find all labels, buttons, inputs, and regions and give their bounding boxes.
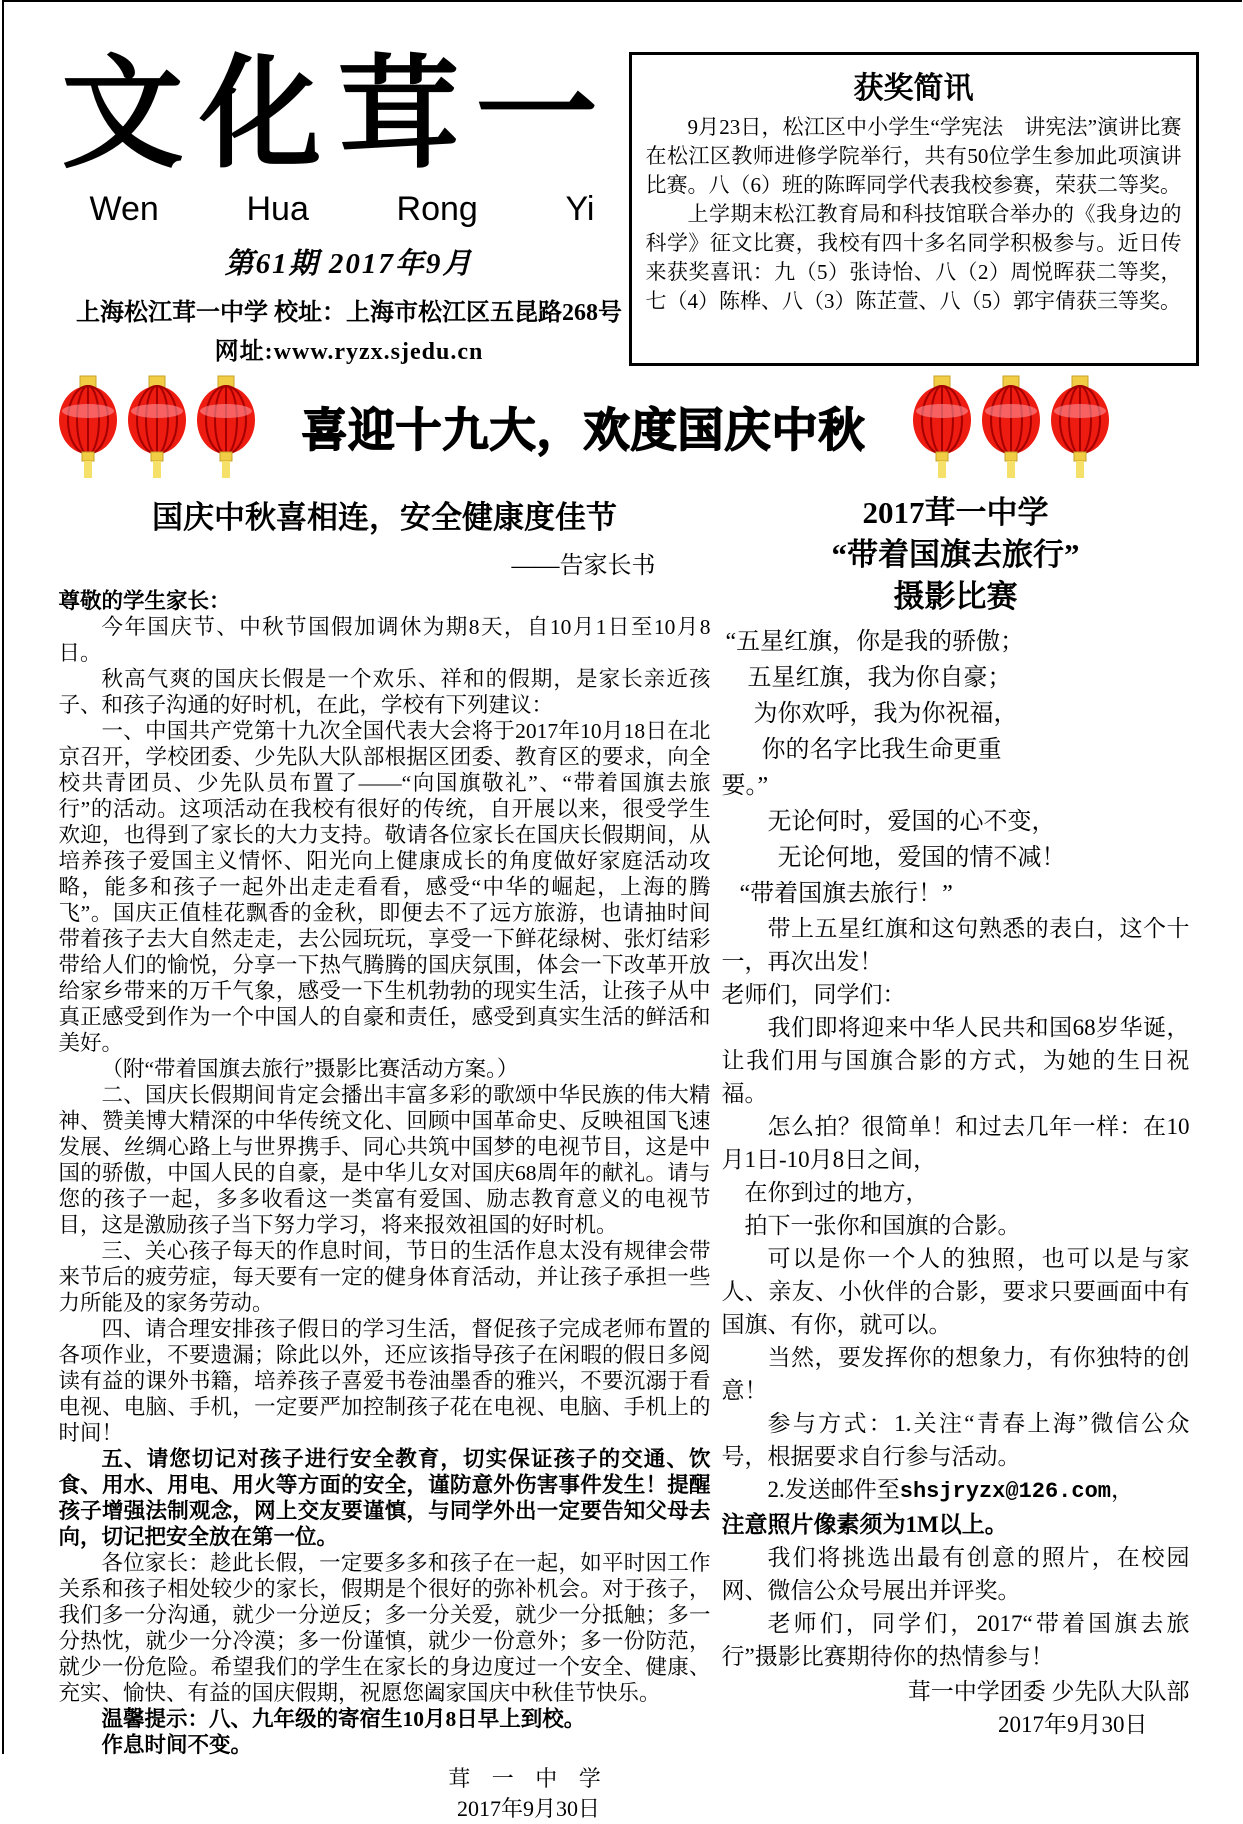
masthead	[62, 46, 637, 366]
pinyin-word: Yi	[566, 190, 595, 229]
festival-banner	[4, 370, 1243, 484]
lantern-group-left	[56, 375, 258, 479]
contest-paragraph: 带上五星红旗和这句熟悉的表白，这个十一，再次出发！	[722, 912, 1190, 978]
lantern-icon	[1048, 375, 1112, 479]
contest-article	[722, 492, 1190, 1741]
letter-paragraph: 二、国庆长假期间肯定会播出丰富多彩的歌颂中华民族的伟大精神、赞美博大精深的中华传统文化、回顾中国革命史、反映祖国飞速发展、丝绸心路上与世界携手、同心共筑中国梦的电视节目，这是中国的骄傲，中国人民的自豪，是中华儿女对国庆68周年的献礼。请与您的孩子一起，多多收看这一类富有爱国、励志教育意义的电视节目，这是激励孩子当下努力学习，将来报效祖国的好时机。	[59, 1082, 711, 1238]
contest-paragraph: 在你到过的地方，	[722, 1176, 1190, 1209]
letter-paragraph: 一、中国共产党第十九次全国代表大会将于2017年10月18日在北京召开，学校团委、少先队大队部根据区团委、教育区的要求，向全校共青团员、少先队员布置了——“向国旗敬礼”、“带着国旗去旅行”的活动。这项活动在我校有很好的传统，自开展以来，很受学生欢迎，也得到了家长的大力支持。敬请各位家长在国庆长假期间，从培养孩子爱国主义情怀、阳光向上健康成长的角度做好家庭活动攻略，能多和孩子一起外出走走看看，感受“中华的崛起，上海的腾飞”。国庆正值桂花飘香的金秋，即便去不了远方旅游，也请抽时间带着孩子去大自然走走，去公园玩玩，享受一下鲜花绿树、张灯结彩带给人们的愉悦，分享一下热气腾腾的国庆氛围，体会一下改革开放给家乡带来的万千气象，感受一下生机勃勃的现实生活，让孩子从中真正感受到作为一个中国人的自豪和责任，感受到真实生活的鲜活和美好。	[59, 718, 711, 1056]
lantern-icon	[979, 375, 1043, 479]
contest-paragraph: 可以是你一个人的独照，也可以是与家人、亲友、小伙伴的合影，要求只要画面中有国旗、有你，就可以。	[722, 1242, 1190, 1341]
letter-signature-date: 2017年9月30日	[359, 1794, 699, 1824]
letter-body	[59, 614, 711, 1758]
contest-photo-note: 注意照片像素须为1M以上。	[722, 1508, 1190, 1541]
slogan-line: 无论何地，爱国的情不减！	[722, 840, 1190, 876]
contest-title-line: “带着国旗去旅行”	[722, 534, 1190, 576]
contest-signature-date: 2017年9月30日	[722, 1708, 1190, 1741]
letter-signature-name: 茸 一 中 学	[359, 1764, 699, 1794]
pinyin-word: Wen	[90, 190, 159, 229]
letter-subtitle: ——告家长书	[59, 545, 711, 580]
patriotic-slogan	[722, 804, 1190, 912]
flag-poem	[722, 624, 1190, 804]
lantern-icon	[910, 375, 974, 479]
slogan-line: “带着国旗去旅行！”	[722, 876, 1190, 912]
letter-signature	[359, 1764, 699, 1824]
contest-paragraph: 参与方式：1.关注“青春上海”微信公众号，根据要求自行参与活动。	[722, 1407, 1190, 1473]
poem-line: “五星红旗，你是我的骄傲；	[722, 624, 1190, 660]
letter-title: 国庆中秋喜相连，安全健康度佳节	[59, 492, 711, 537]
letter-paragraph: 秋高气爽的国庆长假是一个欢乐、祥和的假期，是家长亲近孩子、和孩子沟通的好时机，在此，学校有下列建议：	[59, 666, 711, 718]
contest-paragraph: 当然，要发挥你的想象力，有你独特的创意！	[722, 1341, 1190, 1407]
letter-paragraph-safety: 五、请您切记对孩子进行安全教育，切实保证孩子的交通、饮食、用水、用电、用火等方面的安全，谨防意外伤害事件发生！提醒孩子增强法制观念，网上交友要谨慎，与同学外出一定要告知父母去向，切记把安全放在第一位。	[59, 1446, 711, 1550]
award-box-title: 获奖简讯	[646, 63, 1182, 107]
award-paragraph: 9月23日，松江区中小学生“学宪法 讲宪法”演讲比赛在松江区教师进修学院举行，共有50位学生参加此项演讲比赛。八（6）班的陈晖同学代表我校参赛，荣获二等奖。	[646, 113, 1182, 200]
letter-paragraph: （附“带着国旗去旅行”摄影比赛活动方案。）	[59, 1056, 711, 1082]
contest-paragraph: 我们即将迎来中华人民共和国68岁华诞，让我们用与国旗合影的方式，为她的生日祝福。	[722, 1011, 1190, 1110]
lantern-group-right	[910, 375, 1112, 479]
letter-paragraph: 三、关心孩子每天的作息时间，节日的生活作息太没有规律会带来节后的疲劳症，每天要有一定的健身体育活动，并让孩子承担一些力所能及的家务劳动。	[59, 1238, 711, 1316]
contest-paragraph: 老师们，同学们：	[722, 978, 1190, 1011]
contest-title-line: 2017茸一中学	[722, 492, 1190, 534]
email-prefix: 2.发送邮件至	[768, 1477, 900, 1502]
banner-headline: 喜迎十九大，欢度国庆中秋	[302, 394, 866, 460]
email-suffix: ，	[1111, 1477, 1134, 1502]
letter-paragraph: 今年国庆节、中秋节国假加调休为期8天，自10月1日至10月8日。	[59, 614, 711, 666]
contest-email-address: shsjryzx@126.com	[900, 1479, 1111, 1504]
newspaper-title-pinyin	[90, 190, 595, 229]
letter-article	[59, 492, 711, 1824]
contest-paragraph: 老师们，同学们，2017“带着国旗去旅行”摄影比赛期待你的热情参与！	[722, 1607, 1190, 1673]
lantern-icon	[125, 375, 189, 479]
contest-signature	[722, 1675, 1190, 1741]
school-name-address: 上海松江茸一中学 校址：上海市松江区五昆路268号	[62, 292, 637, 327]
poem-line: 五星红旗，我为你自豪；	[722, 660, 1190, 696]
newsletter-page	[2, 0, 1242, 1754]
pinyin-word: Rong	[397, 190, 478, 229]
lantern-icon	[56, 375, 120, 479]
contest-body	[722, 912, 1190, 1673]
poem-line: 你的名字比我生命更重	[722, 732, 1190, 768]
letter-salutation: 尊敬的学生家长：	[59, 588, 711, 614]
lantern-icon	[194, 375, 258, 479]
contest-paragraph: 怎么拍？很简单！和过去几年一样：在10月1日-10月8日之间，	[722, 1110, 1190, 1176]
poem-line: 要。”	[722, 768, 1190, 804]
letter-paragraph: 四、请合理安排孩子假日的学习生活，督促孩子完成老师布置的各项作业，不要遗漏；除此以外，还应该指导孩子在闲暇的假日多阅读有益的课外书籍，培养孩子喜爱书卷油墨香的雅兴，不要沉溺于看电视、电脑、手机，一定要严加控制孩子花在电视、电脑、手机上的时间！	[59, 1316, 711, 1446]
contest-paragraph: 拍下一张你和国旗的合影。	[722, 1209, 1190, 1242]
issue-number-date: 第61期 2017年9月	[62, 241, 637, 282]
pinyin-word: Hua	[246, 190, 308, 229]
contest-title-line: 摄影比赛	[722, 576, 1190, 618]
newspaper-title: 文化茸一	[62, 46, 637, 186]
letter-tip: 温馨提示：八、九年级的寄宿生10月8日早上到校。	[59, 1706, 711, 1732]
award-news-box	[629, 52, 1199, 366]
school-website: 网址:www.ryzx.sjedu.cn	[62, 331, 637, 366]
award-paragraph: 上学期末松江教育局和科技馆联合举办的《我身边的科学》征文比赛，我校有四十多名同学积极参与。近日传来获奖喜讯：九（5）张诗怡、八（2）周悦晖获二等奖，七（4）陈桦、八（3）陈芷萱、八（5）郭宇倩获三等奖。	[646, 200, 1182, 316]
poem-line: 为你欢呼，我为你祝福，	[722, 696, 1190, 732]
letter-tip: 作息时间不变。	[59, 1732, 711, 1758]
contest-signature-name: 茸一中学团委 少先队大队部	[722, 1675, 1190, 1708]
letter-paragraph: 各位家长：趁此长假，一定要多多和孩子在一起，如平时因工作关系和孩子相处较少的家长，假期是个很好的弥补机会。对于孩子，我们多一分沟通，就少一分逆反；多一分关爱，就少一分抵触；多一分热忱，就少一分冷漠；多一份谨慎，就少一份意外；多一份防范，就少一份危险。希望我们的学生在家长的身边度过一个安全、健康、充实、愉快、有益的国庆假期，祝愿您阖家国庆中秋佳节快乐。	[59, 1550, 711, 1706]
slogan-line: 无论何时，爱国的心不变，	[722, 804, 1190, 840]
contest-email-line	[722, 1473, 1190, 1508]
contest-paragraph: 我们将挑选出最有创意的照片，在校园网、微信公众号展出并评奖。	[722, 1541, 1190, 1607]
contest-title	[722, 492, 1190, 618]
